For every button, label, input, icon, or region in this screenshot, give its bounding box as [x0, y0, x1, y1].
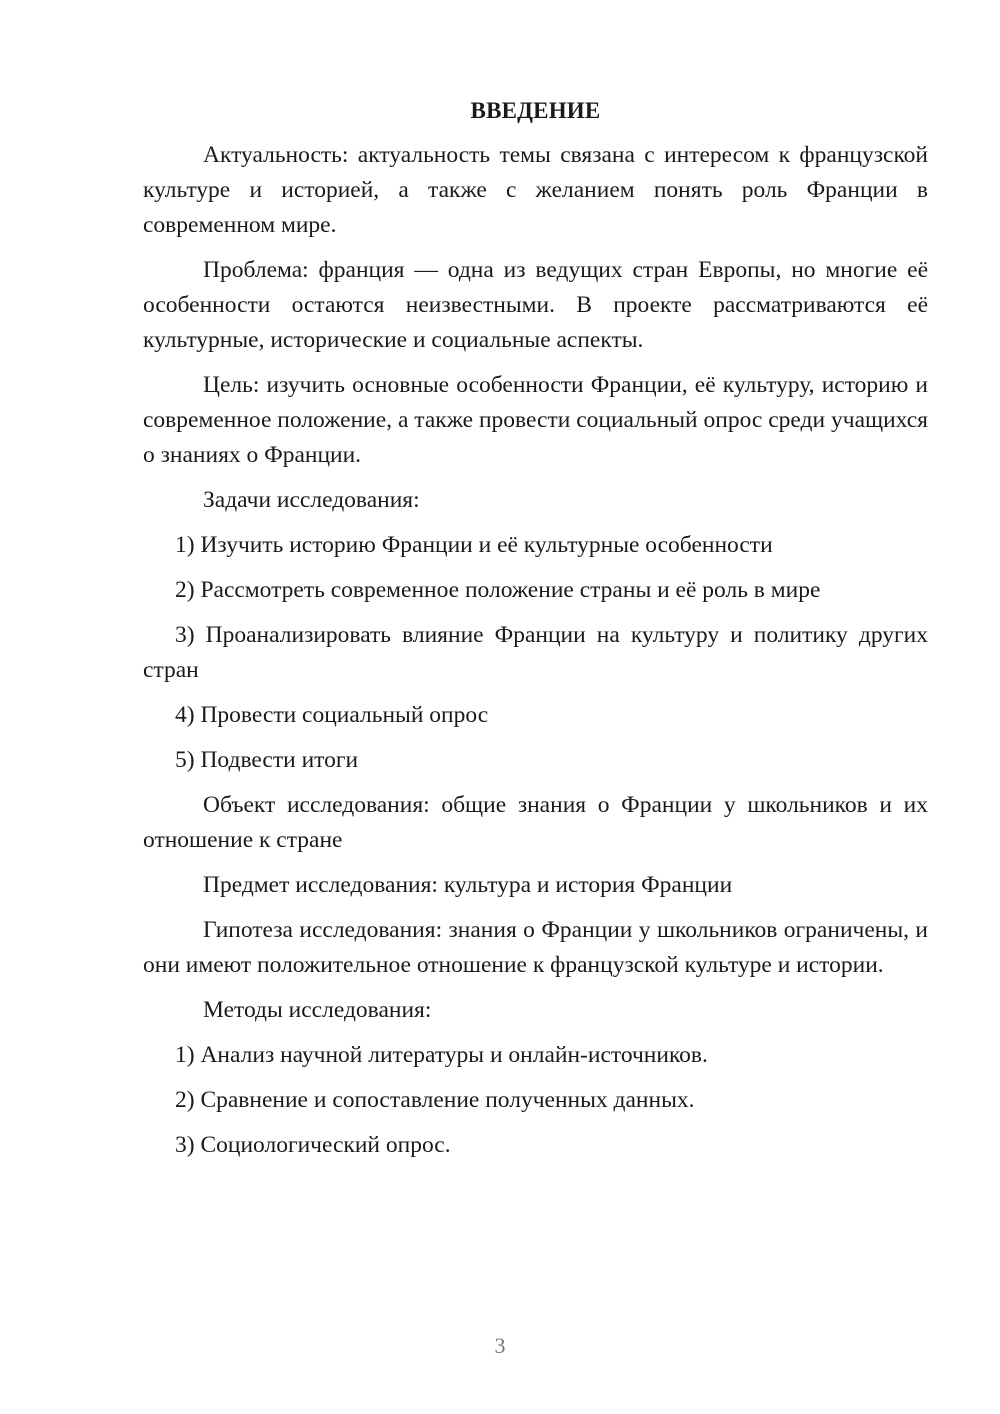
- object-paragraph: Объект исследования: общие знания о Франции у школьников и их отношение к стране: [143, 792, 928, 853]
- relevance-paragraph: Актуальность: актуальность темы связана с интересом к французской культуре и историей, а также с желанием понять роль Франции в современном мире.: [143, 142, 928, 238]
- page-number: 3: [494, 1333, 506, 1358]
- tasks-heading: Задачи исследования:: [203, 487, 420, 513]
- methods-heading: Методы исследования:: [203, 997, 432, 1023]
- hypothesis-paragraph: Гипотеза исследования: знания о Франции у школьников ограничены, и они имеют положительное отношение к французской культуре и истории.: [143, 917, 928, 978]
- task-item-4: 4) Провести социальный опрос: [175, 702, 489, 728]
- task-item-1: 1) Изучить историю Франции и её культурные особенности: [175, 532, 773, 558]
- section-title: ВВЕДЕНИЕ: [470, 98, 601, 123]
- subject-paragraph: Предмет исследования: культура и история Франции: [203, 872, 733, 898]
- method-item-2: 2) Сравнение и сопоставление полученных данных.: [175, 1087, 695, 1113]
- task-item-3: 3) Проанализировать влияние Франции на культуру и политику других стран: [143, 622, 928, 683]
- method-item-3: 3) Социологический опрос.: [175, 1132, 451, 1158]
- task-item-2: 2) Рассмотреть современное положение страны и её роль в мире: [175, 577, 821, 603]
- page-content: [143, 94, 928, 1173]
- goal-paragraph: Цель: изучить основные особенности Франции, её культуру, историю и современное положение, а также провести социальный опрос среди учащихся о знаниях о Франции.: [143, 372, 928, 468]
- task-item-5: 5) Подвести итоги: [175, 747, 359, 773]
- method-item-1: 1) Анализ научной литературы и онлайн-источников.: [175, 1042, 708, 1068]
- problem-paragraph: Проблема: франция — одна из ведущих стран Европы, но многие её особенности остаются неизвестными. В проекте рассматриваются её культурные, исторические и социальные аспекты.: [143, 257, 928, 353]
